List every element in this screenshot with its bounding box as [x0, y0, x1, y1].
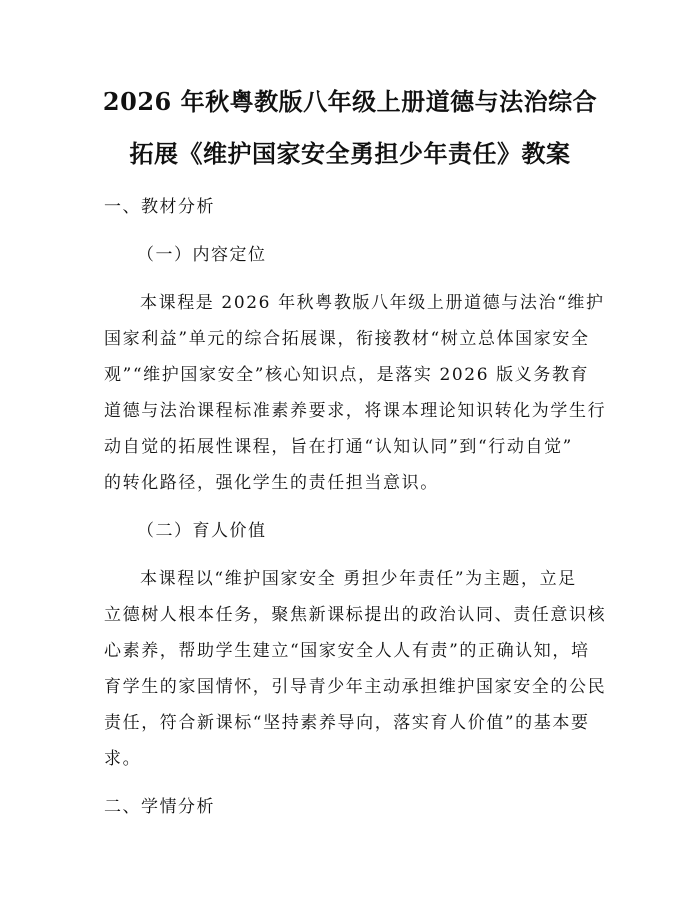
paragraph-line: 国家利益”单元的综合拓展课，衔接教材“树立总体国家安全 — [104, 329, 590, 349]
subsection-heading-content-positioning: （一）内容定位 — [137, 245, 267, 265]
paragraph-line: 立德树人根本任务，聚焦新课标提出的政治认同、责任意识核 — [104, 605, 607, 625]
section-heading-textbook-analysis: 一、教材分析 — [104, 197, 215, 217]
subsection-heading-educational-value: （二）育人价值 — [137, 521, 267, 541]
paragraph-line: 育学生的家国情怀，引导青少年主动承担维护国家安全的公民 — [104, 677, 607, 697]
paragraph-line: 求。 — [104, 749, 142, 769]
paragraph-line: 本课程是 2026 年秋粤教版八年级上册道德与法治“维护 — [140, 293, 605, 313]
paragraph-line: 观”“维护国家安全”核心知识点，是落实 2026 版义务教育 — [104, 365, 590, 385]
paragraph-line: 本课程以“维护国家安全 勇担少年责任”为主题，立足 — [140, 569, 577, 589]
paragraph-line: 的转化路径，强化学生的责任担当意识。 — [104, 473, 439, 493]
paragraph-line: 道德与法治课程标准素养要求，将课本理论知识转化为学生行 — [104, 401, 607, 421]
document-title-line-2: 拓展《维护国家安全勇担少年责任》教案 — [129, 139, 571, 168]
paragraph-line: 动自觉的拓展性课程，旨在打通“认知认同”到“行动自觉” — [104, 437, 573, 457]
paragraph-line: 心素养，帮助学生建立“国家安全人人有责”的正确认知，培 — [104, 641, 590, 661]
section-heading-student-analysis: 二、学情分析 — [104, 797, 215, 817]
document-title-line-1: 2026 年秋粤教版八年级上册道德与法治综合 — [102, 87, 598, 116]
paragraph-line: 责任，符合新课标“坚持素养导向，落实育人价值”的基本要 — [104, 713, 590, 733]
